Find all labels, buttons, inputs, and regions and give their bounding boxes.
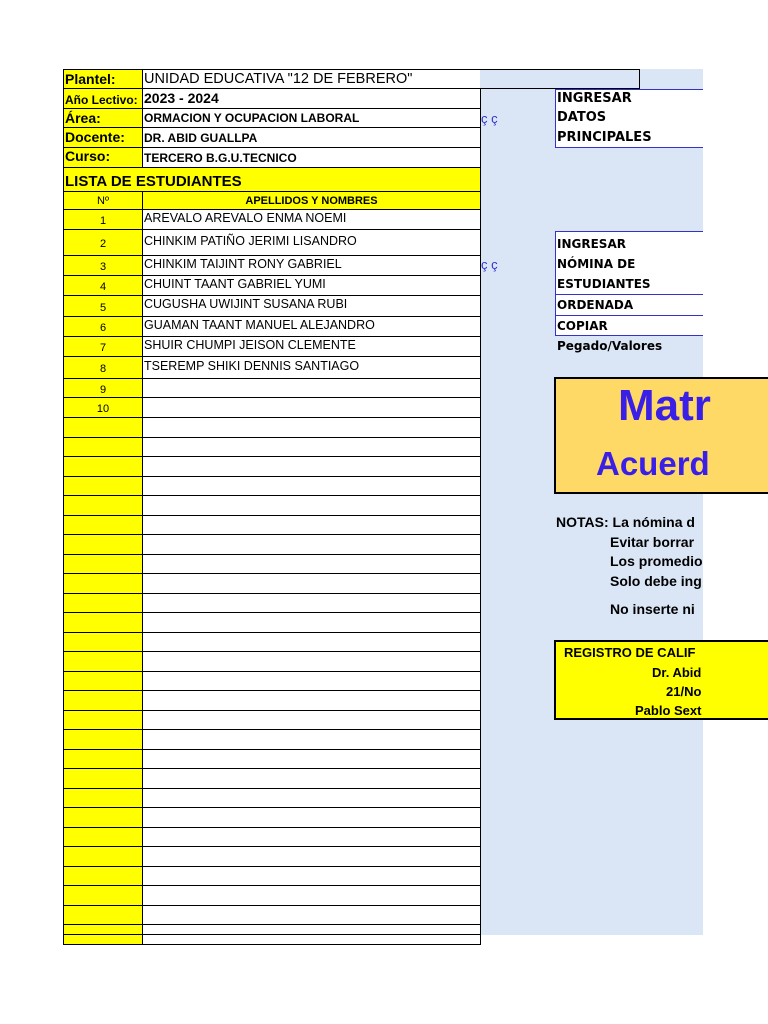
row-number: 5: [63, 295, 143, 317]
curso-label: Curso:: [63, 147, 143, 168]
box2-line3: ESTUDIANTES: [557, 277, 651, 291]
student-name-cell[interactable]: CUGUSHA UWIJINT SUSANA RUBI: [142, 295, 481, 317]
ingresar-nomina-box[interactable]: [555, 231, 703, 353]
row-number: [63, 437, 143, 458]
grid-bottom-border: [63, 934, 481, 935]
banner-title: Matr: [618, 381, 711, 430]
registro-line-4: Pablo Sext: [635, 703, 702, 718]
student-name-cell[interactable]: [142, 710, 481, 731]
row-number: [63, 515, 143, 536]
row-number: [63, 671, 143, 692]
row-number: [63, 885, 143, 906]
student-name-cell[interactable]: [142, 651, 481, 672]
row-number: [63, 593, 143, 614]
student-name-cell[interactable]: [142, 729, 481, 750]
student-name-cell[interactable]: [142, 768, 481, 789]
note-line-1: NOTAS: La nómina d: [556, 514, 695, 530]
row-number: [63, 495, 143, 516]
banner-subtitle: Acuerd: [596, 445, 710, 482]
row-number: 1: [63, 209, 143, 230]
student-name-cell[interactable]: CHUINT TAANT GABRIEL YUMI: [142, 275, 481, 296]
box1-line1: INGRESAR: [557, 91, 632, 106]
note-line-4: Solo debe ing: [610, 573, 702, 589]
student-name-cell[interactable]: [142, 632, 481, 653]
student-name-cell[interactable]: AREVALO AREVALO ENMA NOEMI: [142, 209, 481, 230]
student-name-cell[interactable]: [142, 573, 481, 594]
arrow-marker-1: ç ç: [481, 111, 498, 126]
docente-value[interactable]: DR. ABID GUALLPA: [142, 127, 481, 148]
row-number: 3: [63, 255, 143, 276]
student-name-cell[interactable]: SHUIR CHUMPI JEISON CLEMENTE: [142, 336, 481, 357]
student-name-cell[interactable]: [142, 905, 481, 926]
student-name-cell[interactable]: [142, 788, 481, 809]
note-line-2: Evitar borrar: [610, 534, 695, 550]
row-number: [63, 788, 143, 809]
student-name-cell[interactable]: [142, 749, 481, 770]
row-number: [63, 749, 143, 770]
docente-label: Docente:: [63, 127, 143, 148]
row-number: [63, 690, 143, 711]
student-name-cell[interactable]: [142, 515, 481, 536]
student-name-cell[interactable]: CHINKIM TAIJINT RONY GABRIEL: [142, 255, 481, 276]
area-label: Área:: [63, 108, 143, 128]
note-line-3: Los promedio: [610, 553, 703, 569]
area-value[interactable]: ORMACION Y OCUPACION LABORAL: [142, 108, 481, 128]
student-name-cell[interactable]: [142, 846, 481, 867]
plantel-label: Plantel:: [63, 69, 143, 89]
box1-line3: PRINCIPALES: [557, 130, 652, 145]
registro-line-2: Dr. Abid: [652, 665, 702, 680]
ingresar-datos-box[interactable]: [555, 89, 703, 148]
student-name-cell[interactable]: GUAMAN TAANT MANUEL ALEJANDRO: [142, 316, 481, 337]
banner: [554, 377, 768, 494]
student-name-cell[interactable]: CHINKIM PATIÑO JERIMI LISANDRO: [142, 229, 481, 256]
student-name-cell[interactable]: [142, 456, 481, 477]
student-name-cell[interactable]: [142, 885, 481, 906]
row-number: [63, 417, 143, 438]
col-name-header: APELLIDOS Y NOMBRES: [142, 191, 481, 210]
side-panel: [480, 69, 703, 935]
anio-lectivo-label: Año Lectivo:: [63, 88, 143, 109]
row-number: [63, 807, 143, 828]
box2-line2: NÓMINA DE: [557, 257, 636, 271]
student-name-cell[interactable]: [142, 612, 481, 633]
student-name-cell[interactable]: [142, 534, 481, 555]
curso-value[interactable]: TERCERO B.G.U.TECNICO: [142, 147, 481, 168]
row-number: [63, 573, 143, 594]
row-number: [63, 905, 143, 926]
row-number: [63, 729, 143, 750]
row-number: [63, 612, 143, 633]
box1-line2: DATOS: [557, 110, 607, 125]
student-name-cell[interactable]: [142, 807, 481, 828]
box2-ordenada: ORDENADA: [556, 294, 703, 315]
registro-line-1: REGISTRO DE CALIF: [564, 645, 696, 660]
student-name-cell[interactable]: [142, 495, 481, 516]
row-number: 6: [63, 316, 143, 337]
row-number: [63, 651, 143, 672]
row-number: 2: [63, 229, 143, 256]
row-number: [63, 534, 143, 555]
row-number: [63, 456, 143, 477]
anio-lectivo-value[interactable]: 2023 - 2024: [142, 88, 481, 109]
student-name-cell[interactable]: [142, 378, 481, 398]
registro-box: [554, 640, 768, 720]
plantel-value[interactable]: UNIDAD EDUCATIVA "12 DE FEBRERO": [142, 69, 640, 89]
arrow-marker-2: ç ç: [481, 257, 498, 272]
row-number: [63, 632, 143, 653]
row-number: [63, 554, 143, 575]
student-name-cell[interactable]: [142, 397, 481, 418]
student-name-cell[interactable]: [142, 554, 481, 575]
student-name-cell[interactable]: [142, 827, 481, 848]
row-number: [63, 866, 143, 887]
student-name-cell[interactable]: [142, 417, 481, 438]
box2-line1: INGRESAR: [557, 237, 626, 251]
row-number: 7: [63, 336, 143, 357]
student-name-cell[interactable]: [142, 671, 481, 692]
row-number: 4: [63, 275, 143, 296]
row-number: [63, 476, 143, 497]
lista-title: LISTA DE ESTUDIANTES: [63, 167, 481, 192]
registro-line-3: 21/No: [666, 684, 702, 699]
col-num-header: Nº: [63, 191, 143, 210]
row-number: 8: [63, 356, 143, 379]
student-name-cell[interactable]: [142, 476, 481, 497]
student-name-cell[interactable]: [142, 690, 481, 711]
row-number: [63, 827, 143, 848]
student-name-cell[interactable]: [142, 437, 481, 458]
note-line-5: No inserte ni: [610, 601, 695, 617]
box2-copiar: COPIAR Pegado/Valores: [556, 315, 703, 356]
student-name-cell[interactable]: TSEREMP SHIKI DENNIS SANTIAGO: [142, 356, 481, 379]
student-name-cell[interactable]: [142, 593, 481, 614]
row-number: [63, 710, 143, 731]
row-number: [63, 846, 143, 867]
row-number: 9: [63, 378, 143, 398]
row-number: [63, 768, 143, 789]
student-name-cell[interactable]: [142, 866, 481, 887]
row-number: 10: [63, 397, 143, 418]
